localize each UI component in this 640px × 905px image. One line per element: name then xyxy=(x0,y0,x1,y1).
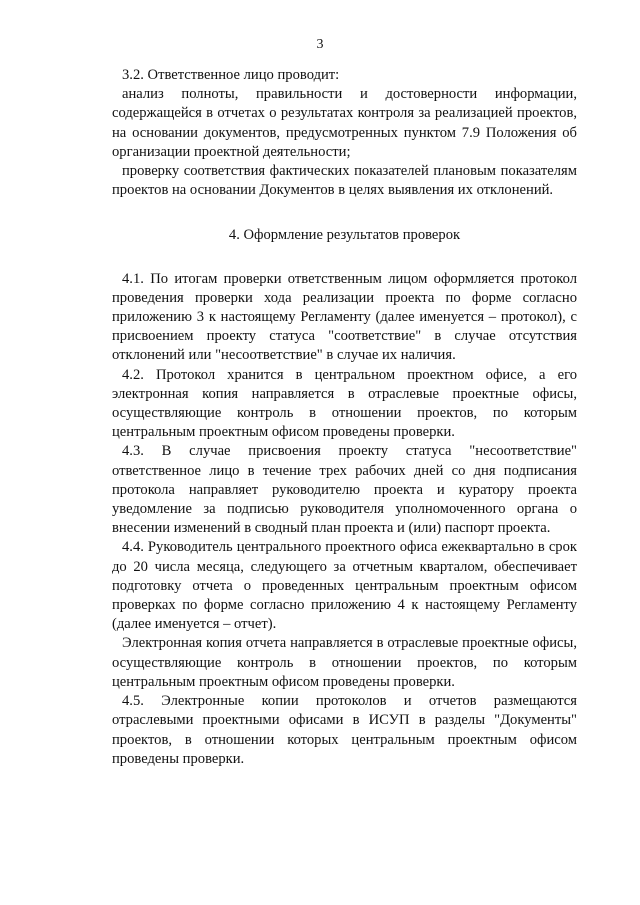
section-3-2-item-analysis: анализ полноты, правильности и достоверности информации, содержащейся в отчетах о результатах контроля за реализацией проектов, на основании документов, предусмотренных пунктом 7.9 Положения об организации проектной деятельности; xyxy=(112,86,577,160)
paragraph-4-3: 4.3. В случае присвоения проекту статуса "несоответствие" ответственное лицо в течение трех рабочих дней со дня подписания протокола направляет руководителю проекта и куратору проекта уведомление за подписью руководителя уполномоченного органа о внесении изменений в сводный план проекта и (или) паспорт проекта. xyxy=(112,443,577,537)
section-3-2-item-check: проверку соответствия фактических показателей плановым показателям проектов на основании Документов в целях выявления их отклонений. xyxy=(112,163,577,199)
section-4-heading: 4. Оформление результатов проверок xyxy=(228,227,461,244)
document-body xyxy=(112,66,577,769)
paragraph-4-1: 4.1. По итогам проверки ответственным лицом оформляется протокол проведения проверки хода реализации проекта по форме согласно приложению 3 к настоящему Регламенту (далее именуется – протокол), с присвоением проекту статуса "соответствие" в случае отсутствия отклонений или "несоответствие" в случае их наличия. xyxy=(112,270,577,364)
paragraph-4-5: 4.5. Электронные копии протоколов и отчетов размещаются отраслевыми проектными офисами в ИСУП в разделы "Документы" проектов, в отношении которых центральным проектным офисом проведены проверки. xyxy=(112,693,577,767)
paragraph-4-4: 4.4. Руководитель центрального проектного офиса ежеквартально в срок до 20 числа месяца, следующего за отчетным кварталом, обеспечивает подготовку отчета о проведенных центральным проектным офисом проверках по форме согласно приложению 4 к настоящему Регламенту (далее именуется – отчет). xyxy=(112,539,577,633)
page-number: 3 xyxy=(316,37,324,52)
paragraph-4-4-electronic-copy: Электронная копия отчета направляется в отраслевые проектные офисы, осуществляющие контроль в отношении проектов, по которым центральным проектным офисом проведены проверки. xyxy=(112,635,577,690)
section-3-2-intro: 3.2. Ответственное лицо проводит: xyxy=(122,67,340,83)
paragraph-4-2: 4.2. Протокол хранится в центральном проектном офисе, а его электронная копия направляется в отраслевые проектные офисы, осуществляющие контроль в отношении проектов, по которым центральным проектным офисом проведены проверки. xyxy=(112,366,577,441)
